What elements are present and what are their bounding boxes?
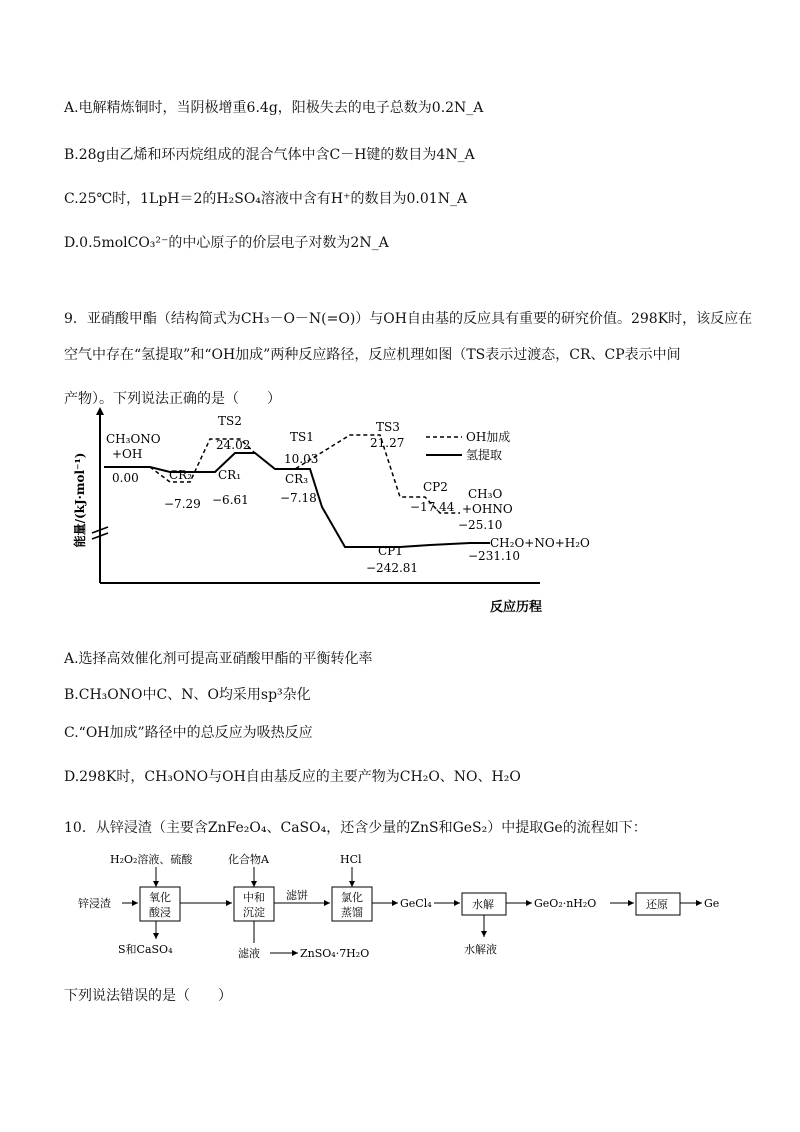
reagent-compound-a: 化合物A <box>228 853 269 866</box>
legend-oh-addition: OH加成 <box>466 430 511 444</box>
step2-line1: 中和 <box>243 891 265 904</box>
step4-label: 水解 <box>472 898 494 911</box>
x-axis-label: 反应历程 <box>490 600 543 615</box>
cr1-label: CR₁ <box>218 468 242 482</box>
product1-label-line2: +OHNO <box>462 502 513 516</box>
ts2-label: TS2 <box>218 414 242 428</box>
q9-option-b: B.CH₃ONO中C、N、O均采用sp³杂化 <box>64 687 311 703</box>
reactant-label-line1: CH₃ONO <box>106 432 161 446</box>
input-zinc-residue: 锌浸渣 <box>78 897 111 910</box>
q9-option-c: C.“OH加成”路径中的总反应为吸热反应 <box>64 725 313 741</box>
filter-cake-label: 滤饼 <box>286 889 308 902</box>
q10-stem: 10．从锌浸渣（主要含ZnFe₂O₄、CaSO₄，还含少量的ZnS和GeS₂）中提取Ge的流程如下： <box>64 820 647 836</box>
cr1-energy: −6.61 <box>212 493 249 507</box>
step5-label: 还原 <box>646 898 668 911</box>
reagent-hcl: HCl <box>340 853 362 866</box>
product1-label-line1: CH₃O <box>468 487 503 501</box>
q9-stem-line1: 9．亚硝酸甲酯（结构简式为CH₃－O－N(=O)）与OH自由基的反应具有重要的研究价值。298K时，该反应在 <box>64 311 753 327</box>
q9-stem-line3: 产物）。下列说法正确的是（ ） <box>64 391 281 407</box>
ge-final-product: Ge <box>704 897 720 910</box>
q9-stem-line2: 空气中存在“氢提取”和“OH加成”两种反应路径，反应机理如图（TS表示过渡态，CR、CP表示中间 <box>64 347 681 363</box>
product1-energy: −25.10 <box>458 518 503 532</box>
residue-s-caso4: S和CaSO₄ <box>118 943 173 956</box>
q10-question: 下列说法错误的是（ ） <box>64 988 232 1004</box>
cr3-label: CR₃ <box>285 472 309 486</box>
cp2-energy: −17.44 <box>410 500 455 514</box>
q8-option-c: C.25℃时，1LpH＝2的H₂SO₄溶液中含有H⁺的数目为0.01N_A <box>64 191 468 207</box>
step2-line2: 沉淀 <box>243 906 265 919</box>
cp1-label: CP1 <box>378 544 403 558</box>
legend-h-abstraction: 氢提取 <box>466 448 503 462</box>
step3-line1: 氯化 <box>341 891 363 904</box>
q9-option-a: A.选择高效催化剂可提高亚硝酸甲酯的平衡转化率 <box>64 651 373 667</box>
reactant-energy: 0.00 <box>112 471 139 485</box>
reactant-label-line2: +OH <box>112 447 143 461</box>
q8-option-d: D.0.5molCO₃²⁻的中心原子的价层电子对数为2N_A <box>64 235 389 251</box>
product2-label: CH₂O+NO+H₂O <box>490 536 590 550</box>
znso4-product: ZnSO₄·7H₂O <box>300 947 370 960</box>
step3-line2: 蒸馏 <box>341 906 363 919</box>
product2-energy: −231.10 <box>468 549 521 563</box>
ts2-energy: 24.02 <box>216 438 251 452</box>
cp1-energy: −242.81 <box>366 561 419 575</box>
step1-line2: 酸浸 <box>149 906 171 919</box>
ts1-label: TS1 <box>290 430 314 444</box>
cr3-energy: −7.18 <box>280 491 317 505</box>
gecl4-label: GeCl₄ <box>400 897 432 910</box>
energy-profile-diagram <box>70 405 630 625</box>
reagent-h2o2-h2so4: H₂O₂溶液、硫酸 <box>110 853 193 866</box>
cr2-label: CR₂ <box>169 468 193 482</box>
q8-option-a: A.电解精炼铜时，当阴极增重6.4g，阳极失去的电子总数为0.2N_A <box>64 100 484 116</box>
q8-option-b: B.28g由乙烯和环丙烷组成的混合气体中含C－H键的数目为4N_A <box>64 147 475 163</box>
hydrolysis-liquid-label: 水解液 <box>464 943 497 956</box>
ts1-energy: 10.03 <box>284 452 319 466</box>
ts3-energy: 21.27 <box>370 436 405 450</box>
ts3-label: TS3 <box>376 420 400 434</box>
cp2-label: CP2 <box>423 480 448 494</box>
geo2-label: GeO₂·nH₂O <box>534 897 597 910</box>
extraction-flowchart <box>74 845 734 975</box>
cr2-energy: −7.29 <box>164 497 201 511</box>
y-axis-arrow <box>96 407 104 415</box>
y-axis-label: 能量/(kJ·mol⁻¹) <box>73 452 87 548</box>
filtrate-label: 滤液 <box>238 947 260 960</box>
q9-option-d: D.298K时，CH₃ONO与OH自由基反应的主要产物为CH₂O、NO、H₂O <box>64 769 521 785</box>
step1-line1: 氧化 <box>149 891 171 904</box>
